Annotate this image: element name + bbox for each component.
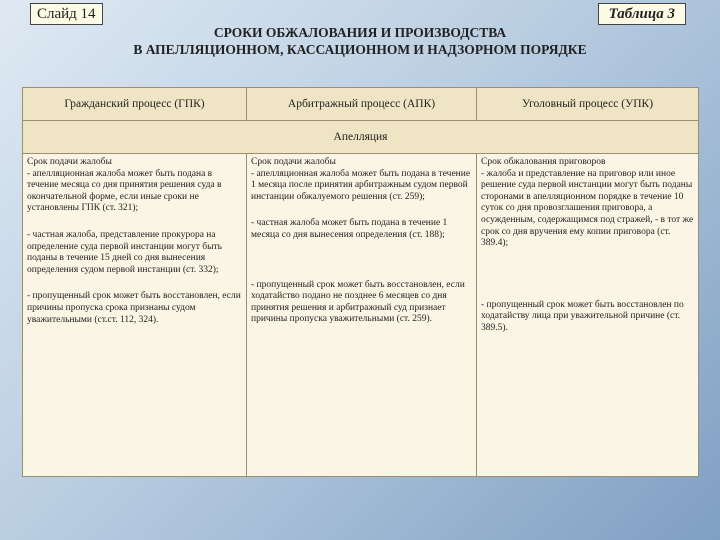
section-row <box>23 121 699 154</box>
table-row <box>23 154 699 477</box>
header-upk: Уголовный процесс (УПК) <box>477 88 699 121</box>
cell-apk <box>247 154 477 477</box>
appeal-terms-table <box>22 87 699 477</box>
gpk-paragraph-2: - частная жалоба, представление прокурора на определение суда первой инстанции могут быть поданы в течение 15 дней со дня вынесения определения судом первой инстанции (ст. 332); <box>27 229 223 275</box>
apk-paragraph-3: - пропущенный срок может быть восстановлен, если ходатайство подано не позднее 6 месяцев со дня принятия решения и арбитражный суд признает причины пропуска уважительными (ст. 259). <box>251 279 465 325</box>
table-header-row <box>23 88 699 121</box>
slide-number-label: Слайд 14 <box>30 3 103 25</box>
table-number-label: Таблица 3 <box>598 3 686 25</box>
header-apk: Арбитражный процесс (АПК) <box>247 88 477 121</box>
upk-paragraph-3: - пропущенный срок может быть восстановлен по ходатайству лица при уважительной причине (ст. 389.5). <box>481 299 684 333</box>
cell-gpk <box>23 154 247 477</box>
cell-upk <box>477 154 699 477</box>
gpk-paragraph-1: Срок подачи жалобы - апелляционная жалоба может быть подана в течение месяца со дня принятия решения суда в окончательной форме, если иные сроки не установлены ГПК (ст. 321); <box>27 157 222 214</box>
slide-title <box>40 24 680 58</box>
gpk-paragraph-3: - пропущенный срок может быть восстановлен, если причины пропуска срока признаны судом уважительными (ст.ст. 112, 324). <box>27 291 241 325</box>
upk-paragraph-1: Срок обжалования приговоров - жалоба и представление на приговор или иное решение суда первой инстанции могут быть поданы сторонами в апелляционном порядке в течение 10 суток со дня провозглашения приговора, а осужденным, содержащимся под стражей, - в тот же срок со дня вручения ему копии приговора (ст. 389.4); <box>481 157 694 249</box>
apk-paragraph-1: Срок подачи жалобы - апелляционная жалоба может быть подана в течение 1 месяца после принятия арбитражным судом первой инстанции обжалуемого решения (ст. 259); <box>251 157 471 202</box>
title-line-2: В АПЕЛЛЯЦИОННОМ, КАССАЦИОННОМ И НАДЗОРНОМ ПОРЯДКЕ <box>133 42 587 57</box>
section-appeal: Апелляция <box>23 121 699 154</box>
title-line-1: СРОКИ ОБЖАЛОВАНИЯ И ПРОИЗВОДСТВА <box>213 25 507 40</box>
apk-paragraph-2: - частная жалоба может быть подана в течение 1 месяца со дня вынесения определения (ст. 188); <box>251 218 448 240</box>
header-gpk: Гражданский процесс (ГПК) <box>23 88 247 121</box>
